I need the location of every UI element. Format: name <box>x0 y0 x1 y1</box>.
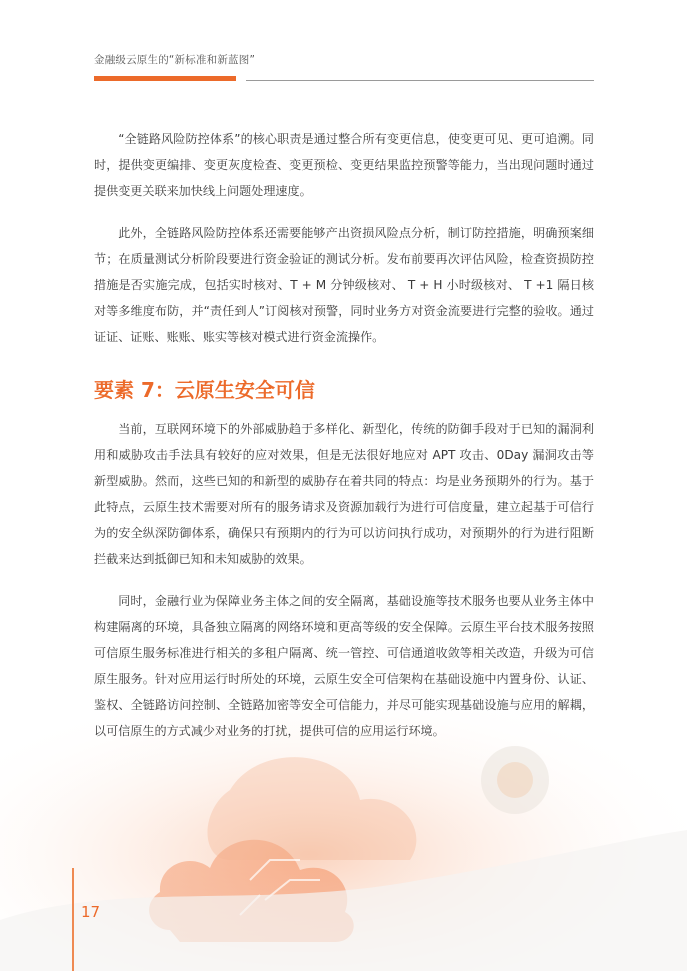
paragraph: “全链路风险防控体系”的核心职责是通过整合所有变更信息，使变更可见、更可追溯。同时，提供变更编排、变更灰度检查、变更预检、变更结果监控预警等能力，当出现问题时通过提供变更关联来加快线上问题处理速度。 <box>94 132 594 198</box>
paragraph: 同时，金融行业为保障业务主体之间的安全隔离，基础设施等技术服务也要从业务主体中构建隔离的环境，具备独立隔离的网络环境和更高等级的安全保障。云原生平台技术服务按照可信原生服务标准进行相关的多租户隔离、统一管控、可信通道收敛等相关改造，升级为可信原生服务。针对应用运行时所处的环境，云原生安全可信架构在基础设施中内置身份、认证、鉴权、全链路访问控制、全链路加密等安全可信能力，并尽可能实现基础设施与应用的解耦，以可信原生的方式减少对业务的打扰，提供可信的应用运行环境。 <box>94 594 594 738</box>
page-number: 17 <box>81 903 101 921</box>
running-header-title: 金融级云原生的“新标准和新蓝图” <box>94 54 256 66</box>
section-heading: 要素 7：云原生安全可信 <box>94 378 315 402</box>
page-number-bar <box>72 868 74 971</box>
header-accent-bar <box>94 76 236 81</box>
body-content <box>94 126 594 760</box>
paragraph: 当前，互联网环境下的外部威胁趋于多样化、新型化，传统的防御手段对于已知的漏洞利用和威胁攻击手法具有较好的应对效果，但是无法很好地应对 APT 攻击、0Day 漏洞攻击等新型威胁。然而，这些已知的和新型的威胁存在着共同的特点：均是业务预期外的行为。基于此特点，云原生技术需要对所有的服务请求及资源加载行为进行可信度量，建立起基于可信行为的安全纵深防御体系，确保只有预期内的行为可以访问执行成功，对预期外的行为进行阻断拦截来达到抵御已知和未知威胁的效果。 <box>94 422 594 566</box>
paragraph: 此外，全链路风险防控体系还需要能够产出资损风险点分析，制订防控措施，明确预案细节；在质量测试分析阶段要进行资金验证的测试分析。发布前要再次评估风险，检查资损防控措施是否实施完成，包括实时核对、T + M 分钟级核对、 T + H 小时级核对、 T +1 隔日核对等多维度布防，并“责任到人”订阅核对预警，同时业务方对资金流要进行完整的验收。通过证证、证账、账账、账实等核对模式进行资金流操作。 <box>94 226 594 344</box>
header-divider <box>246 80 594 81</box>
